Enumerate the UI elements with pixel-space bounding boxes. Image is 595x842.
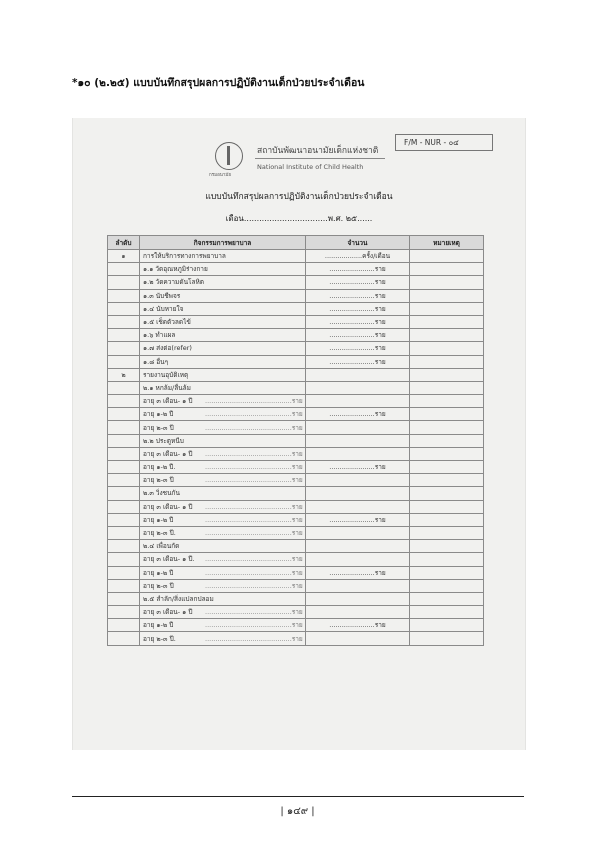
activity-item-label: ๑.๘ อื่นๆ <box>140 355 306 368</box>
table-row <box>108 579 484 592</box>
table-row <box>108 395 484 408</box>
age-row <box>140 447 306 460</box>
number-cell <box>108 553 140 566</box>
table-row <box>108 487 484 500</box>
number-cell <box>108 606 140 619</box>
activity-item-amount: ......................ราย <box>306 263 410 276</box>
form-code-box: F/M - NUR - ๐๔ <box>395 134 493 151</box>
activity-item-label: ๑.๕ เช็ดตัวลดไข้ <box>140 315 306 328</box>
age-count-dots: ..........................................ราย <box>205 555 303 564</box>
activity-item-label: ๑.๒ วัดความดันโลหิต <box>140 276 306 289</box>
remark-cell <box>410 395 484 408</box>
header-activity: กิจกรรมการพยาบาล <box>140 236 306 250</box>
table-row <box>108 276 484 289</box>
age-row-amount <box>306 526 410 539</box>
remark-cell <box>410 289 484 302</box>
remark-cell <box>410 329 484 342</box>
table-row <box>108 315 484 328</box>
section-number: ๒ <box>108 368 140 381</box>
number-cell <box>108 566 140 579</box>
age-count-dots: ..........................................ราย <box>205 410 303 419</box>
remark-cell <box>410 619 484 632</box>
table-row <box>108 408 484 421</box>
age-row <box>140 566 306 579</box>
age-row-amount: ......................ราย <box>306 566 410 579</box>
number-cell <box>108 395 140 408</box>
activity-item-amount: ......................ราย <box>306 315 410 328</box>
age-label: อายุ ๒-๓ ปี <box>143 581 174 590</box>
number-cell <box>108 632 140 645</box>
age-count-dots: ..........................................ราย <box>205 581 303 590</box>
activity-item-amount: ......................ราย <box>306 289 410 302</box>
institute-divider <box>255 158 385 159</box>
form-title: แบบบันทึกสรุปผลการปฏิบัติงานเด็กป่วยประจำเดือน <box>205 192 393 202</box>
document-heading: *๑๐ (๒.๒๕) แบบบันทึกสรุปผลการปฏิบัติงานเด็กป่วยประจำเดือน <box>72 77 365 89</box>
age-label: อายุ ๓ เดือน- ๑ ปี <box>143 397 193 406</box>
number-cell <box>108 329 140 342</box>
remark-cell <box>410 632 484 645</box>
age-label: อายุ ๓ เดือน- ๑ ปี. <box>143 555 195 564</box>
table-row <box>108 632 484 645</box>
remark-cell <box>410 487 484 500</box>
age-label: อายุ ๒-๓ ปี. <box>143 634 176 643</box>
activity-item-amount: ......................ราย <box>306 302 410 315</box>
number-cell <box>108 447 140 460</box>
age-label: อายุ ๑-๒ ปี <box>143 621 174 630</box>
table-row <box>108 606 484 619</box>
number-cell <box>108 355 140 368</box>
activity-item-label: ๑.๗ ส่งต่อ(refer) <box>140 342 306 355</box>
age-row-amount <box>306 606 410 619</box>
section-number: ๑ <box>108 250 140 263</box>
header-remark: หมายเหตุ <box>410 236 484 250</box>
remark-cell <box>410 540 484 553</box>
number-cell <box>108 381 140 394</box>
department-logo-icon <box>215 142 243 170</box>
accident-group-title: ๒.๑ หกล้ม/ลื่นล้ม <box>140 381 306 394</box>
age-row-amount <box>306 421 410 434</box>
table-row <box>108 421 484 434</box>
table-header-row <box>108 236 484 250</box>
age-label: อายุ ๒-๓ ปี. <box>143 529 176 538</box>
activity-item-amount: ......................ราย <box>306 329 410 342</box>
age-row-amount: ......................ราย <box>306 619 410 632</box>
age-count-dots: ..........................................ราย <box>205 515 303 524</box>
number-cell <box>108 461 140 474</box>
section-amount: ..................ครั้ง/เดือน <box>306 250 410 263</box>
number-cell <box>108 263 140 276</box>
page-number: | ๑๔๙ | <box>280 806 315 817</box>
remark-cell <box>410 592 484 605</box>
header-amount: จำนวน <box>306 236 410 250</box>
remark-cell <box>410 526 484 539</box>
remark-cell <box>410 474 484 487</box>
age-row-amount <box>306 632 410 645</box>
age-label: อายุ ๓ เดือน- ๑ ปี <box>143 449 193 458</box>
remark-cell <box>410 461 484 474</box>
age-count-dots: ..........................................ราย <box>205 476 303 485</box>
number-cell <box>108 619 140 632</box>
remark-cell <box>410 566 484 579</box>
activity-item-label: ๑.๖ ทำแผล <box>140 329 306 342</box>
table-row <box>108 513 484 526</box>
remark-cell <box>410 355 484 368</box>
activity-table <box>107 235 484 646</box>
accident-group-title: ๒.๔ เพื่อนกัด <box>140 540 306 553</box>
accident-group-title: ๒.๕ สำลัก/สิ่งแปลกปลอม <box>140 592 306 605</box>
number-cell <box>108 421 140 434</box>
number-cell <box>108 513 140 526</box>
age-row-amount: ......................ราย <box>306 408 410 421</box>
age-row <box>140 500 306 513</box>
age-row-amount: ......................ราย <box>306 461 410 474</box>
age-row-amount <box>306 553 410 566</box>
remark-cell <box>410 315 484 328</box>
table-row <box>108 329 484 342</box>
table-row <box>108 566 484 579</box>
table-row <box>108 592 484 605</box>
section-title: รายงานอุบัติเหตุ <box>140 368 306 381</box>
table-row <box>108 263 484 276</box>
age-row <box>140 513 306 526</box>
age-row <box>140 606 306 619</box>
age-count-dots: ..........................................ราย <box>205 634 303 643</box>
remark-cell <box>410 447 484 460</box>
number-cell <box>108 315 140 328</box>
header-no: ลำดับ <box>108 236 140 250</box>
number-cell <box>108 289 140 302</box>
age-label: อายุ ๓ เดือน- ๑ ปี <box>143 608 193 617</box>
number-cell <box>108 526 140 539</box>
activity-item-amount: ......................ราย <box>306 276 410 289</box>
form-month-line: เดือน.................................พ.ศ. ๒๕...... <box>225 214 373 223</box>
age-count-dots: ..........................................ราย <box>205 621 303 630</box>
age-row-amount <box>306 395 410 408</box>
age-label: อายุ ๑-๒ ปี <box>143 410 174 419</box>
section-title: การให้บริการทางการพยาบาล <box>140 250 306 263</box>
age-count-dots: ..........................................ราย <box>205 397 303 406</box>
table-row <box>108 381 484 394</box>
age-count-dots: ..........................................ราย <box>205 608 303 617</box>
activity-item-amount: ......................ราย <box>306 355 410 368</box>
remark-cell <box>410 513 484 526</box>
table-row <box>108 553 484 566</box>
age-row <box>140 579 306 592</box>
table-row <box>108 250 484 263</box>
age-row-amount <box>306 579 410 592</box>
number-cell <box>108 342 140 355</box>
table-row <box>108 461 484 474</box>
remark-cell <box>410 553 484 566</box>
age-label: อายุ ๑-๒ ปี <box>143 515 174 524</box>
institute-name-english: National Institute of Child Health <box>257 163 364 171</box>
age-row-amount <box>306 500 410 513</box>
remark-cell <box>410 434 484 447</box>
footer-divider <box>72 796 524 797</box>
logo-caption: กรมอนามัย <box>209 173 232 178</box>
amount-cell <box>306 434 410 447</box>
number-cell <box>108 500 140 513</box>
age-count-dots: ..........................................ราย <box>205 423 303 432</box>
age-count-dots: ..........................................ราย <box>205 568 303 577</box>
remark-cell <box>410 381 484 394</box>
activity-item-label: ๑.๔ นับหายใจ <box>140 302 306 315</box>
table-row <box>108 434 484 447</box>
age-row <box>140 408 306 421</box>
remark-cell <box>410 250 484 263</box>
table-row <box>108 526 484 539</box>
table-body <box>108 250 484 646</box>
number-cell <box>108 487 140 500</box>
amount-cell <box>306 540 410 553</box>
remark-cell <box>410 276 484 289</box>
amount-cell <box>306 381 410 394</box>
activity-item-amount: ......................ราย <box>306 342 410 355</box>
remark-cell <box>410 606 484 619</box>
table-row <box>108 342 484 355</box>
number-cell <box>108 302 140 315</box>
age-row-amount <box>306 474 410 487</box>
age-label: อายุ ๒-๓ ปี <box>143 423 174 432</box>
age-count-dots: ..........................................ราย <box>205 502 303 511</box>
age-label: อายุ ๓ เดือน- ๑ ปี <box>143 502 193 511</box>
age-count-dots: ..........................................ราย <box>205 529 303 538</box>
table-row <box>108 368 484 381</box>
number-cell <box>108 276 140 289</box>
remark-cell <box>410 500 484 513</box>
table-row <box>108 540 484 553</box>
activity-item-label: ๑.๑ วัดอุณหภูมิร่างกาย <box>140 263 306 276</box>
age-row-amount: ......................ราย <box>306 513 410 526</box>
amount-cell <box>306 368 410 381</box>
age-label: อายุ ๑-๒ ปี <box>143 568 174 577</box>
age-row <box>140 474 306 487</box>
activity-item-label: ๑.๓ นับชีพจร <box>140 289 306 302</box>
table-row <box>108 474 484 487</box>
remark-cell <box>410 368 484 381</box>
table-row <box>108 355 484 368</box>
age-row <box>140 395 306 408</box>
number-cell <box>108 592 140 605</box>
number-cell <box>108 434 140 447</box>
age-row-amount <box>306 447 410 460</box>
number-cell <box>108 540 140 553</box>
table-row <box>108 289 484 302</box>
remark-cell <box>410 421 484 434</box>
accident-group-title: ๒.๒ ประตูหนีบ <box>140 434 306 447</box>
age-label: อายุ ๑-๒ ปี. <box>143 463 176 472</box>
age-row <box>140 461 306 474</box>
amount-cell <box>306 592 410 605</box>
remark-cell <box>410 302 484 315</box>
age-row <box>140 421 306 434</box>
age-row <box>140 553 306 566</box>
scanned-form-image <box>72 118 526 750</box>
number-cell <box>108 579 140 592</box>
age-row <box>140 619 306 632</box>
number-cell <box>108 408 140 421</box>
age-row <box>140 526 306 539</box>
age-count-dots: ..........................................ราย <box>205 449 303 458</box>
age-row <box>140 632 306 645</box>
remark-cell <box>410 342 484 355</box>
table-row <box>108 302 484 315</box>
institute-name-thai: สถาบันพัฒนาอนามัยเด็กแห่งชาติ <box>257 146 379 156</box>
table-row <box>108 619 484 632</box>
remark-cell <box>410 408 484 421</box>
table-row <box>108 447 484 460</box>
accident-group-title: ๒.๓ วิ่งชนกัน <box>140 487 306 500</box>
amount-cell <box>306 487 410 500</box>
table-row <box>108 500 484 513</box>
age-count-dots: ..........................................ราย <box>205 463 303 472</box>
remark-cell <box>410 579 484 592</box>
age-label: อายุ ๒-๓ ปี <box>143 476 174 485</box>
number-cell <box>108 474 140 487</box>
remark-cell <box>410 263 484 276</box>
